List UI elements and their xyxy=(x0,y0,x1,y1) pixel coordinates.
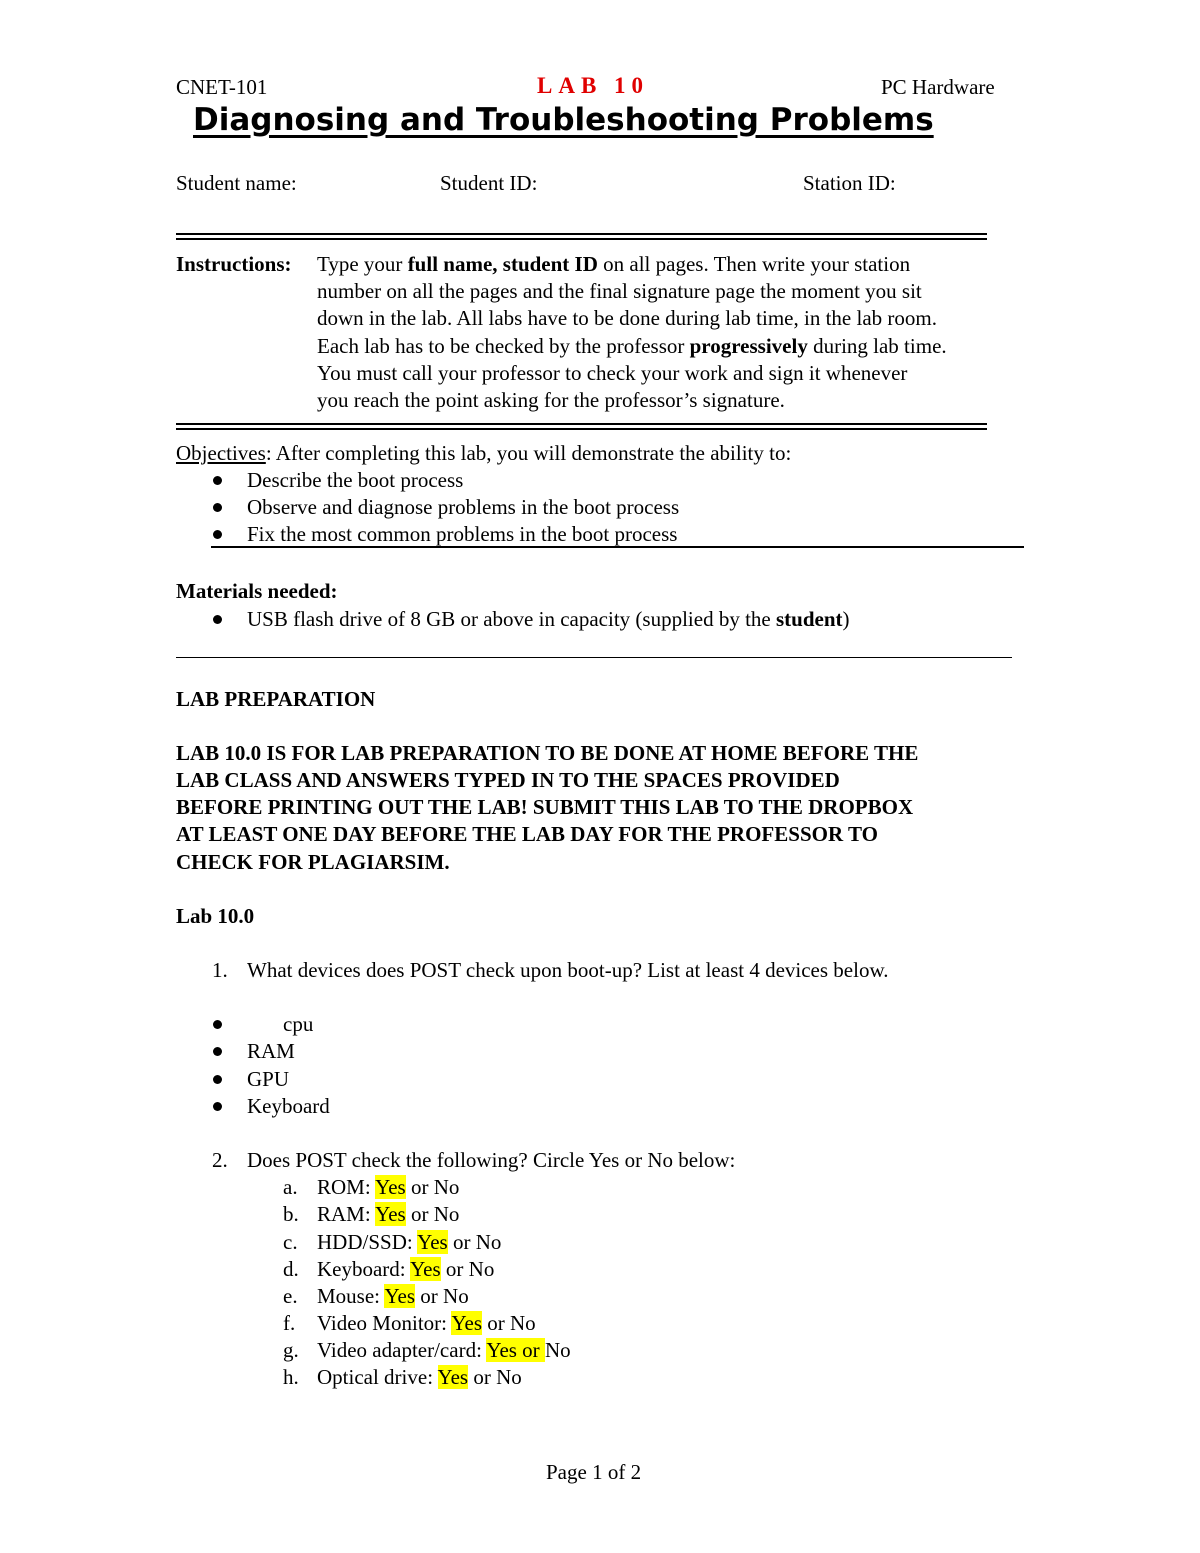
instructions-line-4: Each lab has to be checked by the professor progressively during lab time. xyxy=(317,334,947,358)
option-letter: f. xyxy=(283,1311,296,1335)
highlighted-answer: Yes xyxy=(417,1230,448,1254)
yes-no-item: Mouse: Yes or No xyxy=(317,1284,469,1308)
objective-item: Describe the boot process xyxy=(247,468,464,492)
yes-no-item: ROM: Yes or No xyxy=(317,1175,460,1199)
lab-preparation-heading: LAB PREPARATION xyxy=(176,687,376,711)
bullet-icon xyxy=(213,1047,222,1056)
question-number: 2. xyxy=(212,1148,228,1172)
option-letter: g. xyxy=(283,1338,299,1362)
materials-item: USB flash drive of 8 GB or above in capacity (supplied by the student) xyxy=(247,607,850,631)
option-letter: c. xyxy=(283,1230,298,1254)
instructions-line-3: down in the lab. All labs have to be done during lab time, in the lab room. xyxy=(317,306,937,330)
bullet-icon xyxy=(213,1075,222,1084)
option-letter: b. xyxy=(283,1202,299,1226)
document-title: Diagnosing and Troubleshooting Problems xyxy=(193,102,934,138)
answer-item: Keyboard xyxy=(247,1094,330,1118)
bullet-icon xyxy=(213,615,222,624)
instructions-label: Instructions: xyxy=(176,252,292,276)
highlighted-answer: Yes xyxy=(437,1365,469,1389)
page-number: Page 1 of 2 xyxy=(546,1460,642,1484)
lab-number: LAB 10 xyxy=(537,73,650,98)
highlighted-answer: Yes xyxy=(451,1311,483,1335)
instructions-line-5: You must call your professor to check your work and sign it whenever xyxy=(317,361,908,385)
option-letter: d. xyxy=(283,1257,299,1281)
yes-no-item: RAM: Yes or No xyxy=(317,1202,460,1226)
yes-no-item: HDD/SSD: Yes or No xyxy=(317,1230,502,1254)
double-rule-top xyxy=(176,233,987,240)
highlighted-answer: Yes xyxy=(375,1202,406,1226)
bullet-icon xyxy=(213,1102,222,1111)
preparation-notice-line: CHECK FOR PLAGIARSIM. xyxy=(176,850,450,874)
course-code: CNET-101 xyxy=(176,75,268,99)
objectives-label: Objectives xyxy=(176,441,266,465)
objective-item: Observe and diagnose problems in the boot process xyxy=(247,495,680,519)
station-id-label: Station ID: xyxy=(803,171,896,195)
answer-item: GPU xyxy=(247,1067,290,1091)
highlighted-answer: Yes or xyxy=(486,1338,545,1362)
objectives-intro: Objectives: After completing this lab, you will demonstrate the ability to: xyxy=(176,441,792,465)
option-letter: h. xyxy=(283,1365,299,1389)
student-id-label: Student ID: xyxy=(440,171,538,195)
preparation-notice-line: AT LEAST ONE DAY BEFORE THE LAB DAY FOR THE PROFESSOR TO xyxy=(176,822,878,846)
question-1-text: What devices does POST check upon boot-up? List at least 4 devices below. xyxy=(247,958,889,982)
option-letter: e. xyxy=(283,1284,298,1308)
answer-item: RAM xyxy=(247,1039,295,1063)
yes-no-item: Keyboard: Yes or No xyxy=(317,1257,495,1281)
section-divider xyxy=(176,657,1012,658)
instructions-line-2: number on all the pages and the final signature page the moment you sit xyxy=(317,279,922,303)
highlighted-answer: Yes xyxy=(375,1175,406,1199)
preparation-notice-line: LAB 10.0 IS FOR LAB PREPARATION TO BE DONE AT HOME BEFORE THE xyxy=(176,741,919,765)
preparation-notice-line: LAB CLASS AND ANSWERS TYPED IN TO THE SPACES PROVIDED xyxy=(176,768,840,792)
lab-section-heading: Lab 10.0 xyxy=(176,904,255,928)
yes-no-item: Optical drive: Yes or No xyxy=(317,1365,522,1389)
bullet-icon xyxy=(213,476,222,485)
answer-item: cpu xyxy=(283,1012,314,1036)
objectives-underline xyxy=(211,546,1024,548)
double-rule-bottom xyxy=(176,423,987,430)
highlighted-answer: Yes xyxy=(410,1257,441,1281)
option-letter: a. xyxy=(283,1175,298,1199)
instructions-line-6: you reach the point asking for the professor’s signature. xyxy=(317,388,785,412)
question-number: 1. xyxy=(212,958,228,982)
yes-no-item: Video adapter/card: Yes or No xyxy=(317,1338,571,1362)
instructions-line-1: Type your full name, student ID on all pages. Then write your station xyxy=(317,252,911,276)
bullet-icon xyxy=(213,530,222,539)
bullet-icon xyxy=(213,503,222,512)
preparation-notice-line: BEFORE PRINTING OUT THE LAB! SUBMIT THIS LAB TO THE DROPBOX xyxy=(176,795,914,819)
materials-label: Materials needed: xyxy=(176,579,338,603)
highlighted-answer: Yes xyxy=(384,1284,416,1308)
yes-no-item: Video Monitor: Yes or No xyxy=(317,1311,536,1335)
bullet-icon xyxy=(213,1020,222,1029)
question-2-text: Does POST check the following? Circle Yes or No below: xyxy=(247,1148,736,1172)
subject-name: PC Hardware xyxy=(881,75,995,99)
student-name-label: Student name: xyxy=(176,171,297,195)
objective-item: Fix the most common problems in the boot process xyxy=(247,522,678,546)
